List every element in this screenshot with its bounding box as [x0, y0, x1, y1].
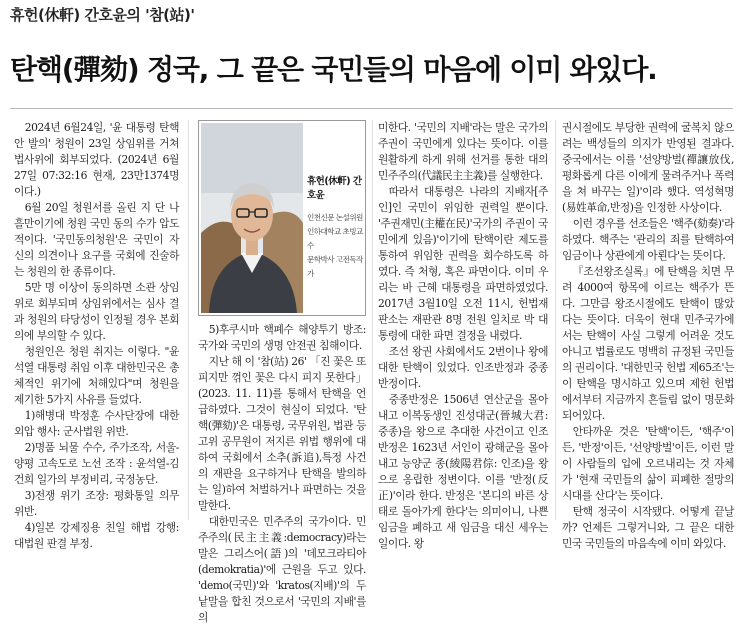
column-divider [188, 120, 189, 520]
paragraph: 미한다. '국민의 지배'라는 말은 국가의 주권이 국민에게 있다는 뜻이다. 이를 원활하게 하게 위해 선거를 통한 대의 민주주의(代議民主主義)를 실행한다. [378, 121, 548, 182]
paragraph: 『조선왕조실록』에 탄핵을 치면 무려 4000여 항목에 이르는 핵주가 뜬다. 그만큼 왕조시절에도 탄핵이 많았다는 뜻이다. 더욱이 현대 민주국가에서는 탄핵이 사실 그렇게 어려운 것도 아니고 법률로도 명백히 규정된 국민들의 권리이다. '대한민국 헌법 제65조'는 이 탄핵을 명시하고 있으며 제헌 헌법에서부터 지금까지 흔들림 없이 명문화 되어있다. [562, 265, 734, 422]
author-title: 인천신문 논설위원 [307, 213, 363, 222]
article-column-2 [198, 322, 366, 626]
paragraph: 4)일본 강제징용 친일 해법 강행: 대법원 판결 부정. [14, 521, 179, 550]
paragraph: 5만 명 이상이 동의하면 소관 상임위로 회부되며 상임위에서는 심사 결과 청원의 타당성이 인정될 경우 본회의에 부의할 수 있다. [14, 281, 179, 342]
author-title: 인하대학교 초빙교수 [307, 227, 363, 250]
author-title: 문학박사 고전독작가 [307, 255, 363, 278]
column-divider [555, 120, 556, 520]
article-column-3 [378, 120, 548, 552]
paragraph: 3)전쟁 위기 조장: 평화통일 의무 위반. [14, 489, 179, 518]
paragraph: 2024년 6월24일, '윤 대통령 탄핵안 발의' 청원이 23일 상임위를 거쳐 법사위에 회부되었다. (2024년 6월27일 07:32:16 현재, 23만1374명이다.) [14, 121, 179, 198]
paragraph: 중종반정은 1506년 연산군을 몰아내고 이복동생인 진성대군(晉城大君:중종)을 왕으로 추대한 사건이고 인조반정은 1623년 서인이 광해군을 몰아내고 능양군 종(綾陽君倧: 인조)을 왕으로 옹립한 정변이다. 이를 '반정(反正)'이라 한다. 반정은 '본디의 바른 상태로 돌아가게 한다'는 의미이니, 나쁜 임금을 폐하고 새 임금을 대신 세우는 일이다. 왕 [378, 393, 548, 550]
paragraph: 권시절에도 부당한 권력에 굴복치 않으려는 백성들의 의지가 반영된 결과다. 중국에서는 이를 '선양방벌(禪讓放伐, 평화롭게 다른 이에게 물려주거나 폭력을 쳐 바꾸는 일)'이라 했다. 역성혁명(易姓革命,반정)을 인정한 사상이다. [562, 121, 734, 214]
author-portrait-image [201, 123, 303, 313]
paragraph: 2)명품 뇌물 수수, 주가조작, 서울-양평 고속도로 노선 조작 : 윤석열-김건희 일가의 부정비리, 국정농단. [14, 441, 179, 486]
author-byline [307, 173, 365, 281]
headline: 탄핵(彈劾) 정국, 그 끝은 국민들의 마음에 이미 와있다. [10, 53, 657, 86]
paragraph: 탄핵 정국이 시작됐다. 어떻게 끝날까? 언제든 그렇거니와, 그 끝은 대한민국 국민들의 마음속에 이미 와있다. [562, 505, 734, 550]
column-divider [372, 120, 373, 520]
paragraph: 5)후쿠시마 핵폐수 해양투기 방조: 국가와 국민의 생명 안전권 침해이다. [198, 323, 366, 352]
author-box [198, 120, 366, 316]
article-column-1 [14, 120, 179, 552]
paragraph: 조선 왕권 사회에서도 2번이나 왕에 대한 탄핵이 있었다. 인조반정과 중종반정이다. [378, 345, 548, 390]
paragraph: 지난 해 이 '참(站) 26' 「진 꽃은 또 피지만 꺾인 꽃은 다시 피지 못한다」(2023. 11. 11)를 통해서 탄핵을 언급하였다. 그것이 현실이 되었다. '탄핵(彈劾)'은 대통령, 국무위원, 법관 등 고위 공무원이 저지른 위법 행위에 대하여 국회에서 소추(訴追),특정 사건의 재판을 요구하거나 탄핵을 발의하는 일)하여 처벌하거나 파면하는 것을 말한다. [198, 355, 366, 512]
paragraph: 6월 20일 청원서를 올린 지 단 나흘만이기에 청원 국민 동의 수가 압도적이다. '국민동의청원'은 국민이 자신의 의견이나 요구를 국회에 진술하는 청원의 한 종류이다. [14, 201, 179, 278]
paragraph: 1)해병대 박정훈 수사단장에 대한 외압 행사: 군사법원 위반. [14, 409, 179, 438]
author-photo [201, 123, 303, 313]
column-header: 휴헌(休軒) 간호윤의 '참(站)' [10, 6, 195, 24]
paragraph: 따라서 대통령은 나라의 지배자[주인]인 국민이 위임한 권력일 뿐이다. '주권재민(主權在民)'국가의 주권이 국민에게 있음)'이기에 탄핵이란 제도를 통하여 위임한 권력을 회수하도록 하였다. 즉 처형, 혹은 파면이다. 이미 우리는 바 근혜 대통령을 파면하였었다. 2017년 3월10일 오전 11시, 헌법재판소는 재판관 8명 전원 일치로 박 대통령에 대한 파면 결정을 내렸다. [378, 185, 548, 342]
paragraph: 청원인은 청원 취지는 이렇다. "윤석열 대통령 취임 이후 대한민국은 총체적인 위기에 처해있다"며 청원을 제기한 5가지 사유를 들었다. [14, 345, 179, 406]
paragraph: 대한민국은 민주주의 국가이다. 민주주의(民主主義:democracy)라는 말은 그리스어(語)의 '데모크라티아(demokratia)'에 근원을 두고 있다. 'demo(국민)'와 'kratos(지배)'의 두 낱말을 합친 것으로서 '국민의 지배'를 의 [198, 515, 366, 624]
paragraph: 이런 경우를 선조들은 '핵주(劾奏)'라 하였다. 핵주는 '관리의 죄를 탄핵하여 임금이나 상관에게 아뢴다'는 뜻이다. [562, 217, 734, 262]
paragraph: 안타까운 것은 '탄핵'이든, '핵주'이든, '반정'이든, '선양방벌'이든, 이런 말이 사람들의 입에 오르내리는 것 자체가 '현재 국민들의 삶이 피폐한 절망의 시대를 산다'는 뜻이다. [562, 425, 734, 502]
article-column-4 [562, 120, 734, 552]
headline-rule [10, 108, 733, 109]
author-name: 휴헌(休軒) 간호윤 [307, 176, 362, 201]
